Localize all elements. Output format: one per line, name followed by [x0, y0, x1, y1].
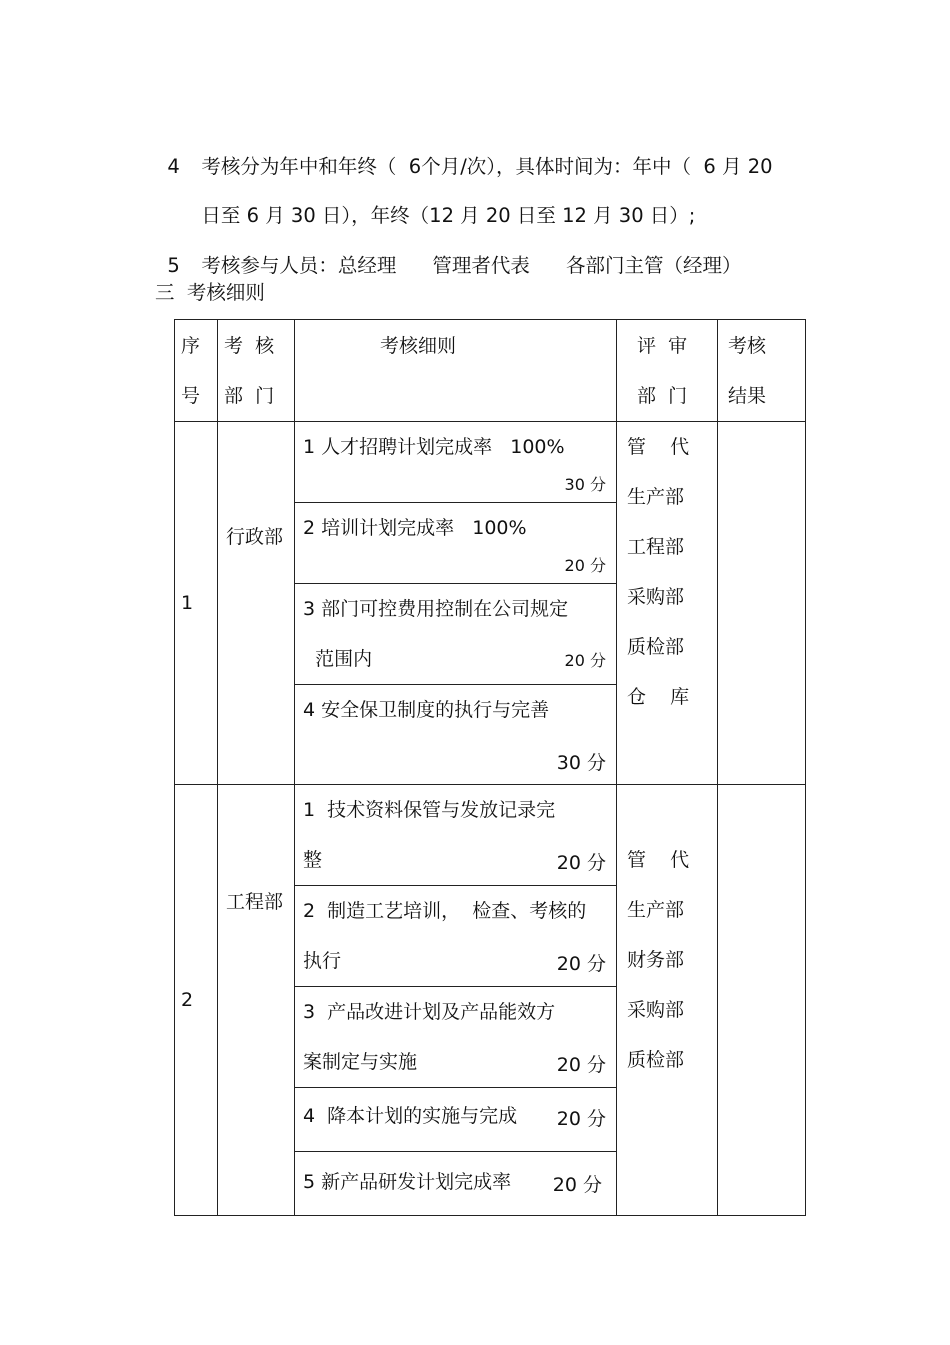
clause-5: [155, 230, 741, 278]
criterion-text: 2 培训计划完成率 100%: [303, 517, 527, 539]
section-title: 三 考核细则: [155, 281, 265, 304]
criterion-score: 20 分: [564, 556, 606, 575]
criterion-cell: [295, 1152, 617, 1216]
criterion-score: 30 分: [556, 752, 606, 774]
criterion-text: 4 安全保卫制度的执行与完善: [303, 699, 550, 721]
criterion-score: 20 分: [556, 953, 606, 975]
reviewer-list: 管 代 生产部 财务部 采购部 质检部: [617, 785, 718, 1216]
result-cell[interactable]: [718, 785, 806, 1216]
header-detail: 考核细则: [295, 320, 617, 422]
criterion-score: 20 分: [556, 1108, 606, 1130]
participant-dept-heads: 各部门主管（经理）: [565, 254, 742, 277]
criterion-cell: [295, 987, 617, 1088]
reviewer-list: 管 代 生产部 工程部 采购部 质检部 仓 库: [617, 422, 718, 785]
criterion-text: 1 人才招聘计划完成率 100%: [303, 436, 565, 458]
clause-number: 4: [167, 155, 180, 178]
criterion-cell: [295, 584, 617, 685]
clause-4-line-1: [155, 131, 773, 179]
criterion-score: 20 分: [556, 1054, 606, 1076]
criterion-text-line: 整: [303, 849, 323, 871]
criterion-text-line: 1 技术资料保管与发放记录完: [303, 799, 556, 821]
criterion-score: 30 分: [564, 475, 606, 494]
criterion-cell: [295, 422, 617, 503]
criterion-cell: [295, 503, 617, 584]
result-cell[interactable]: [718, 422, 806, 785]
clause-number: 5: [167, 254, 180, 277]
header-reviewer: 评 审 部 门: [617, 320, 718, 422]
criterion-score: 20 分: [552, 1174, 602, 1196]
header-result: 考核 结果: [718, 320, 806, 422]
row-seq: 1: [175, 422, 218, 785]
criterion-cell: [295, 685, 617, 785]
criterion-text-line: 3 产品改进计划及产品能效方: [303, 1001, 556, 1023]
criterion-score: 20 分: [564, 651, 606, 670]
header-seq: 序 号: [175, 320, 218, 422]
criterion-cell: [295, 785, 617, 886]
criterion-text: 5 新产品研发计划完成率: [303, 1171, 512, 1193]
row-dept: 工程部: [218, 785, 295, 1216]
criterion-text: 4 降本计划的实施与完成: [303, 1105, 518, 1127]
criterion-text-line: 案制定与实施: [303, 1051, 418, 1073]
criterion-text-line: 3 部门可控费用控制在公司规定: [303, 598, 569, 620]
criterion-text-line: 2 制造工艺培训， 检查、考核的: [303, 900, 587, 922]
criterion-text-line: 范围内: [303, 648, 373, 670]
criterion-cell: [295, 886, 617, 987]
participant-mgmt-rep: 管理者代表: [432, 254, 530, 277]
row-dept: 行政部: [218, 422, 295, 785]
row-seq: 2: [175, 785, 218, 1216]
table-row: [175, 422, 806, 503]
clause-4-line-2: [189, 180, 695, 228]
assessment-table: [174, 319, 806, 1216]
participants-label: 考核参与人员：总经理: [201, 254, 397, 277]
table-header-row: [175, 320, 806, 422]
criterion-text-line: 执行: [303, 950, 342, 972]
header-dept: 考 核 部 门: [218, 320, 295, 422]
table-row: [175, 785, 806, 886]
criterion-score: 20 分: [556, 852, 606, 874]
criterion-cell: [295, 1088, 617, 1152]
clause-text: 考核分为年中和年终（ 6个月/次），具体时间为：年中（ 6 月 20: [201, 155, 773, 178]
clause-text: 日至 6 月 30 日），年终（12 月 20 日至 12 月 30 日）;: [201, 204, 696, 227]
